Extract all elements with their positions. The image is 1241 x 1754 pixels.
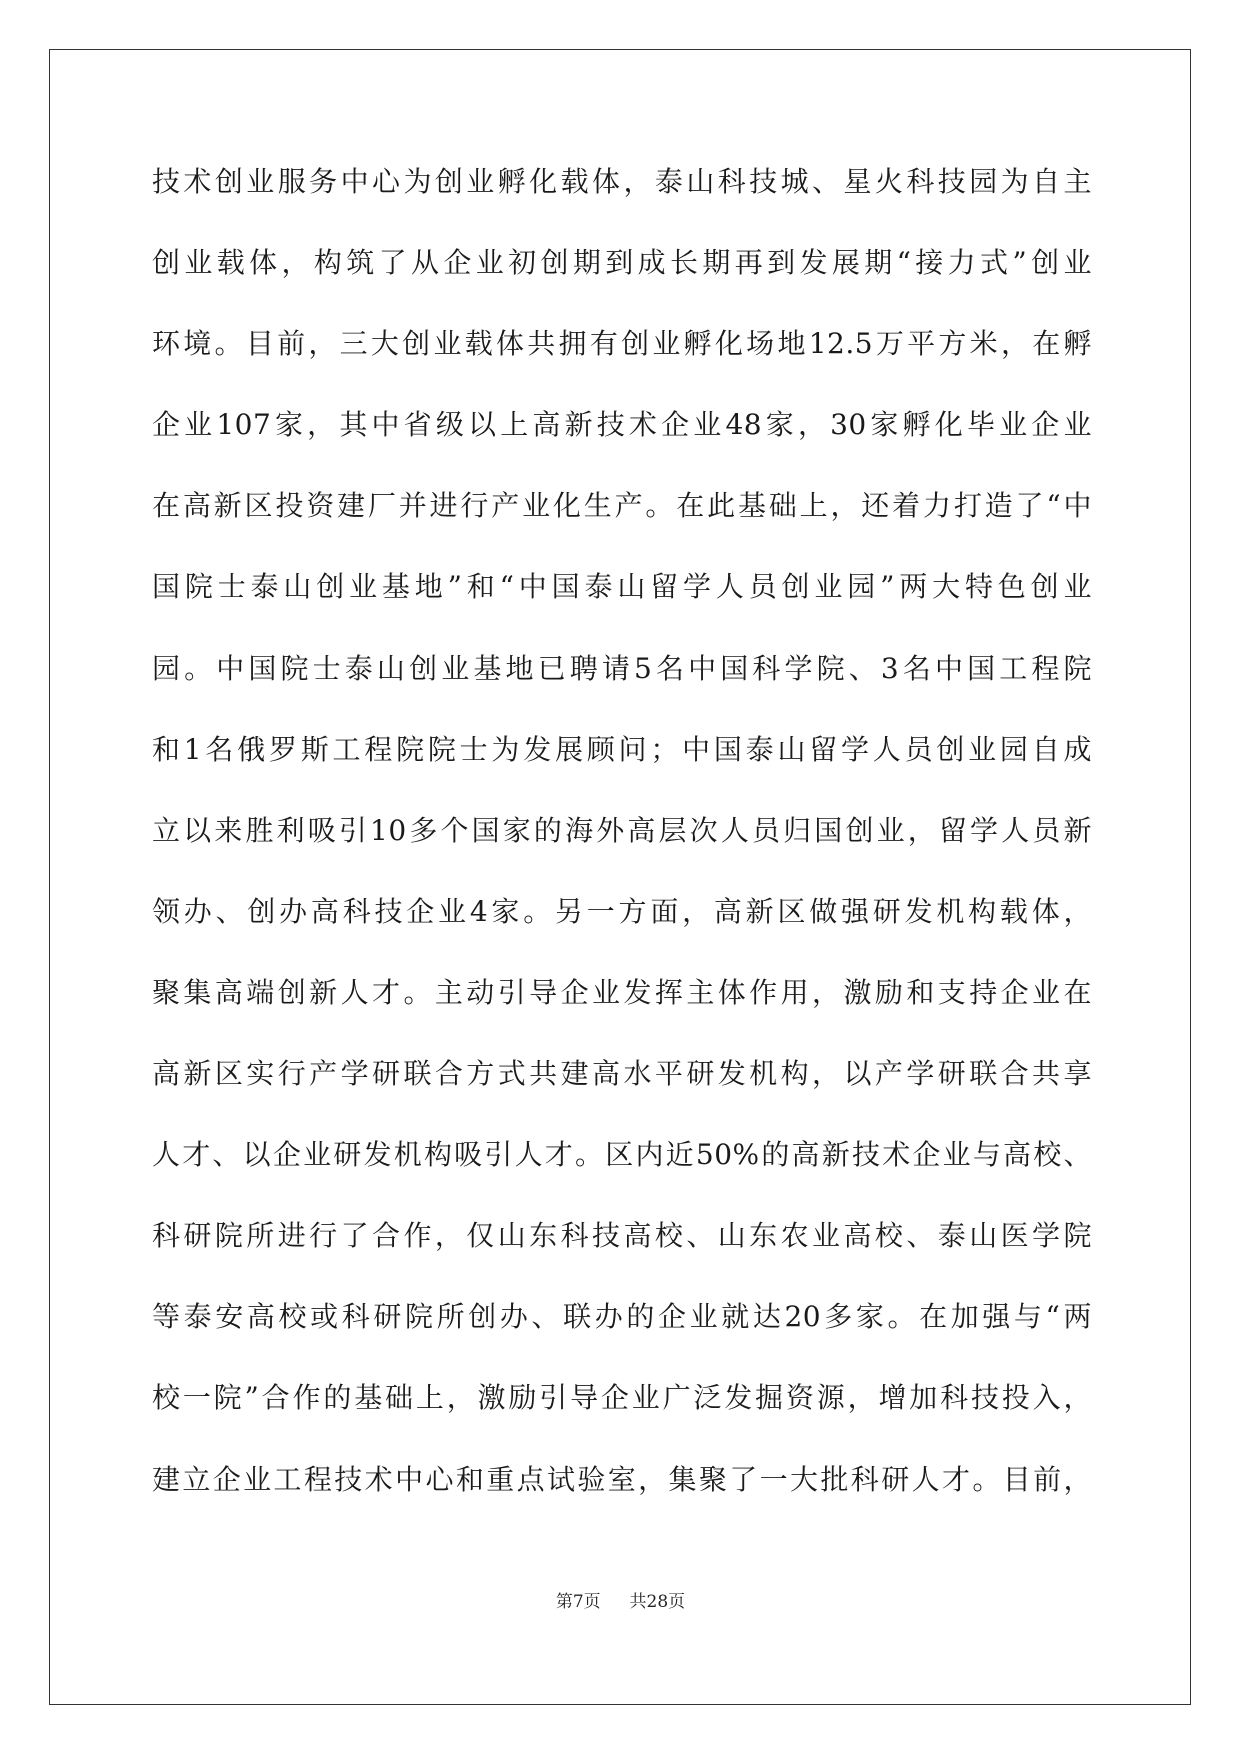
body-line: 领办、创办高科技企业4家。另一方面，高新区做强研发机构载体，: [152, 894, 1092, 928]
current-page-number: 第7页: [555, 1592, 601, 1612]
body-line: 企业107家，其中省级以上高新技术企业48家，30家孵化毕业企业: [152, 408, 1092, 442]
body-line: 在高新区投资建厂并进行产业化生产。在此基础上，还着力打造了“中: [152, 489, 1092, 523]
body-line: 校一院”合作的基础上，激励引导企业广泛发掘资源，增加科技投入，: [152, 1381, 1092, 1415]
body-line: 国院士泰山创业基地”和“中国泰山留学人员创业园”两大特色创业: [152, 570, 1092, 604]
body-line: 创业载体，构筑了从企业初创期到成长期再到发展期“接力式”创业: [152, 246, 1092, 280]
total-pages: 共28页: [629, 1592, 686, 1612]
body-line: 高新区实行产学研联合方式共建高水平研发机构，以产学研联合共享: [152, 1057, 1092, 1091]
page-footer: [0, 1587, 1241, 1612]
body-line: 聚集高端创新人才。主动引导企业发挥主体作用，激励和支持企业在: [152, 975, 1092, 1009]
body-line: 科研院所进行了合作，仅山东科技高校、山东农业高校、泰山医学院: [152, 1219, 1092, 1253]
body-line: 人才、以企业研发机构吸引人才。区内近50%的高新技术企业与高校、: [152, 1138, 1092, 1172]
body-line: 和1名俄罗斯工程院院士为发展顾问；中国泰山留学人员创业园自成: [152, 732, 1092, 766]
body-line: 园。中国院士泰山创业基地已聘请5名中国科学院、3名中国工程院: [152, 651, 1092, 685]
body-line: 建立企业工程技术中心和重点试验室，集聚了一大批科研人才。目前，: [152, 1462, 1092, 1496]
document-body: [152, 152, 1092, 1531]
body-line: 技术创业服务中心为创业孵化载体，泰山科技城、星火科技园为自主: [152, 165, 1092, 198]
body-line: 立以来胜利吸引10多个国家的海外高层次人员归国创业，留学人员新: [152, 813, 1092, 847]
body-line: 等泰安高校或科研院所创办、联办的企业就达20多家。在加强与“两: [152, 1300, 1092, 1334]
body-line: 环境。目前，三大创业载体共拥有创业孵化场地12.5万平方米，在孵: [152, 327, 1092, 361]
